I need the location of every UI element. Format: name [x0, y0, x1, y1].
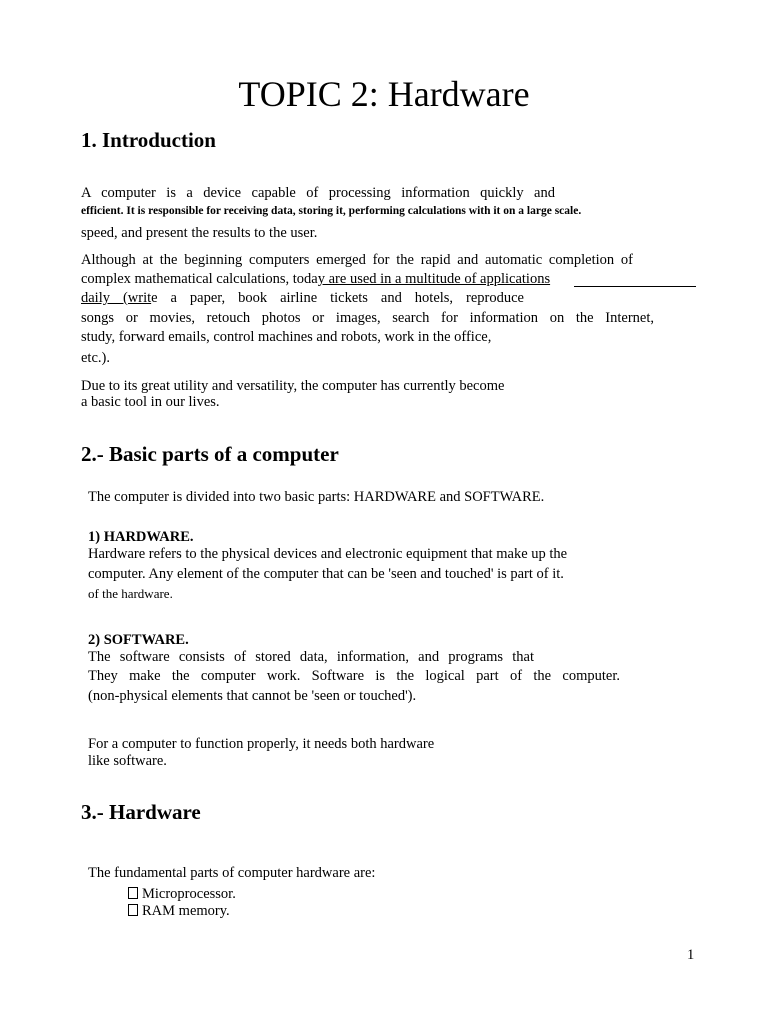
list-item-label: Microprocessor. [142, 886, 236, 902]
both-line-2: like software. [88, 753, 167, 769]
page-number: 1 [687, 947, 695, 963]
intro-paragraph-2-line-4: songs or movies, retouch photos or images, search for information on the Internet, [81, 310, 654, 326]
hardware-subheading: 1) HARDWARE. [88, 529, 194, 545]
software-line-1: The software consists of stored data, information, and programs that [88, 649, 534, 665]
page-title: TOPIC 2: Hardware [238, 74, 530, 114]
intro-paragraph-3-line-1: Due to its great utility and versatility, the computer has currently become [81, 378, 505, 394]
hardware-line-2: computer. Any element of the computer that can be 'seen and touched' is part of it. [88, 566, 564, 582]
intro-paragraph-1-line-1: A computer is a device capable of processing information quickly and [81, 185, 555, 201]
intro-paragraph-2-line-3 [81, 289, 524, 307]
intro-paragraph-2-line-1: Although at the beginning computers emerged for the rapid and automatic completion of [81, 252, 633, 268]
list-item [128, 902, 230, 920]
software-line-2: They make the computer work. Software is the logical part of the computer. [88, 668, 620, 684]
underline-rule [574, 286, 696, 287]
basic-parts-intro: The computer is divided into two basic parts: HARDWARE and SOFTWARE. [88, 489, 545, 505]
software-line-3: (non-physical elements that cannot be 'seen or touched'). [88, 688, 417, 704]
both-line-1: For a computer to function properly, it needs both hardware [88, 736, 435, 752]
list-item [128, 885, 236, 903]
hardware-line-1: Hardware refers to the physical devices and electronic equipment that make up the [88, 546, 568, 562]
intro-paragraph-2-line-3-part-a: daily (writ [81, 290, 152, 306]
section-heading-introduction: 1. Introduction [81, 128, 216, 152]
intro-paragraph-2-line-5: study, forward emails, control machines and robots, work in the office, [81, 329, 492, 345]
intro-paragraph-2-line-3-part-b: e a paper, book airline tickets and hotels, reproduce [151, 290, 524, 306]
bullet-icon [128, 904, 138, 916]
intro-paragraph-3-line-2: a basic tool in our lives. [81, 394, 220, 410]
hardware-parts-intro: The fundamental parts of computer hardware are: [88, 865, 376, 881]
bullet-icon [128, 887, 138, 899]
intro-paragraph-2-line-2-part-b: y are used in a multitude of applications [317, 271, 551, 287]
list-item-label: RAM memory. [142, 903, 230, 919]
hardware-line-3: of the hardware. [88, 586, 173, 601]
software-subheading: 2) SOFTWARE. [88, 632, 189, 648]
intro-paragraph-2-line-2-part-a: complex mathematical calculations, toda [81, 271, 318, 287]
intro-paragraph-1-line-3: speed, and present the results to the user. [81, 225, 318, 241]
intro-paragraph-2-line-2 [81, 270, 550, 288]
section-heading-hardware: 3.- Hardware [81, 800, 201, 824]
intro-paragraph-2-line-6: etc.). [81, 350, 110, 366]
intro-paragraph-1-line-2: efficient. It is responsible for receiving data, storing it, performing calculations with it on a large scale. [81, 205, 582, 217]
section-heading-basic-parts: 2.- Basic parts of a computer [81, 442, 339, 466]
